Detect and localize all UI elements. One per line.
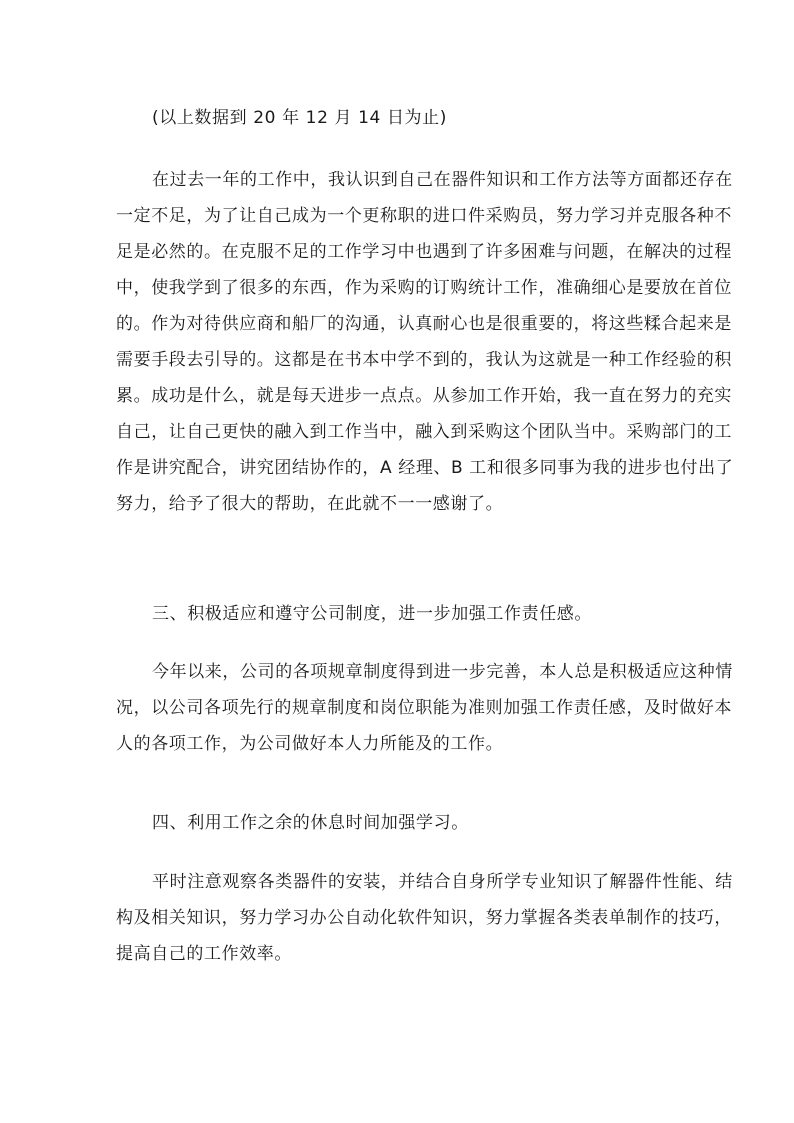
paragraph-line: 努力，给予了很大的帮助，在此就不一一感谢了。 [116,494,504,514]
paragraph-line: 足是必然的。在克服不足的工作学习中也遇到了许多困难与问题，在解决的过程 [116,242,732,262]
paragraph-line: 人的各项工作，为公司做好本人力所能及的工作。 [116,734,504,754]
paragraph-line: 今年以来，公司的各项规章制度得到进一步完善，本人总是积极适应这种情 [152,662,733,682]
paragraph-line: 提高自己的工作效率。 [116,944,292,964]
paragraph-line: 在过去一年的工作中，我认识到自己在器件知识和工作方法等方面都还存在 [152,170,733,190]
paragraph-line: 中，使我学到了很多的东西，作为采购的订购统计工作，准确细心是要放在首位 [116,278,732,298]
paragraph-line: 累。成功是什么，就是每天进步一点点。从参加工作开始，我一直在努力的充实 [116,386,732,406]
paragraph-line: 构及相关知识，努力学习办公自动化软件知识，努力掌握各类表单制作的技巧， [116,908,732,928]
date-note: (以上数据到 20 年 12 月 14 日为止) [152,108,447,128]
paragraph-work-reflection [116,162,734,522]
paragraph-company-rules [116,654,733,762]
section-heading-3: 三、积极适应和遵守公司制度，进一步加强工作责任感。 [152,604,592,624]
paragraph-line: 的。作为对待供应商和船厂的沟通，认真耐心也是很重要的，将这些糅合起来是 [116,314,732,334]
paragraph-line: 作是讲究配合，讲究团结协作的，A 经理、B 工和很多同事为我的进步也付出了 [116,458,734,478]
paragraph-line: 平时注意观察各类器件的安装，并结合自身所学专业知识了解器件性能、结 [152,872,733,892]
paragraph-study [116,864,733,972]
section-heading-4: 四、利用工作之余的休息时间加强学习。 [152,813,469,833]
paragraph-line: 况，以公司各项先行的规章制度和岗位职能为准则加强工作责任感，及时做好本 [116,698,732,718]
paragraph-line: 一定不足，为了让自己成为一个更称职的进口件采购员，努力学习并克服各种不 [116,206,732,226]
paragraph-line: 需要手段去引导的。这都是在书本中学不到的，我认为这就是一种工作经验的积 [116,350,732,370]
paragraph-line: 自己，让自己更快的融入到工作当中，融入到采购这个团队当中。采购部门的工 [116,422,732,442]
